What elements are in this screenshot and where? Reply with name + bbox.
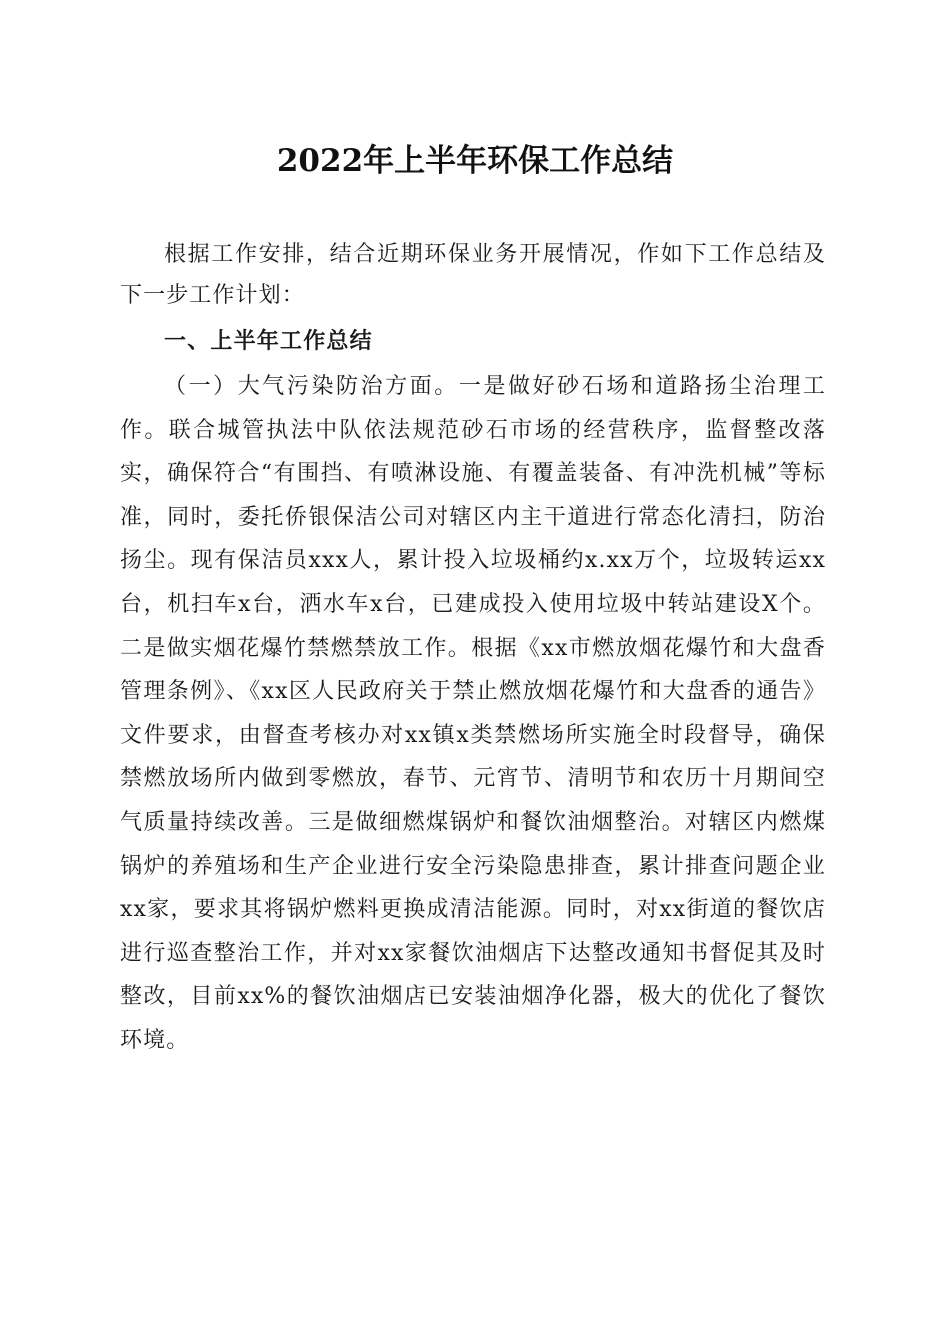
document-title: 2022年上半年环保工作总结 xyxy=(276,143,674,179)
intro-paragraph: 根据工作安排，结合近期环保业务开展情况，作如下工作总结及下一步工作计划： xyxy=(120,242,826,308)
section-1-paragraph: （一）大气污染防治方面。一是做好砂石场和道路扬尘治理工作。联合城管执法中队依法规范砂石市场的经营秩序，监督整改落实，确保符合“有围挡、有喷淋设施、有覆盖装备、有冲洗机械”等标准，同时，委托侨银保洁公司对辖区内主干道进行常态化清扫，防治扬尘。现有保洁员xxx人，累计投入垃圾桶约x.xx万个，垃圾转运xx台，机扫车x台，洒水车x台，已建成投入使用垃圾中转站建设X个。二是做实烟花爆竹禁燃禁放工作。根据《xx市燃放烟花爆竹和大盘香管理条例》、《xx区人民政府关于禁止燃放烟花爆竹和大盘香的通告》文件要求，由督查考核办对xx镇x类禁燃场所实施全时段督导，确保禁燃放场所内做到零燃放，春节、元宵节、清明节和农历十月期间空气质量持续改善。三是做细燃煤锅炉和餐饮油烟整治。对辖区内燃煤锅炉的养殖场和生产企业进行安全污染隐患排查，累计排查问题企业xx家，要求其将锅炉燃料更换成清洁能源。同时，对xx街道的餐饮店进行巡查整治工作，并对xx家餐饮油烟店下达整改通知书督促其及时整改，目前xx%的餐饮油烟店已安装油烟净化器，极大的优化了餐饮环境。 xyxy=(120,374,826,1053)
section-heading: 一、上半年工作总结 xyxy=(164,329,373,354)
